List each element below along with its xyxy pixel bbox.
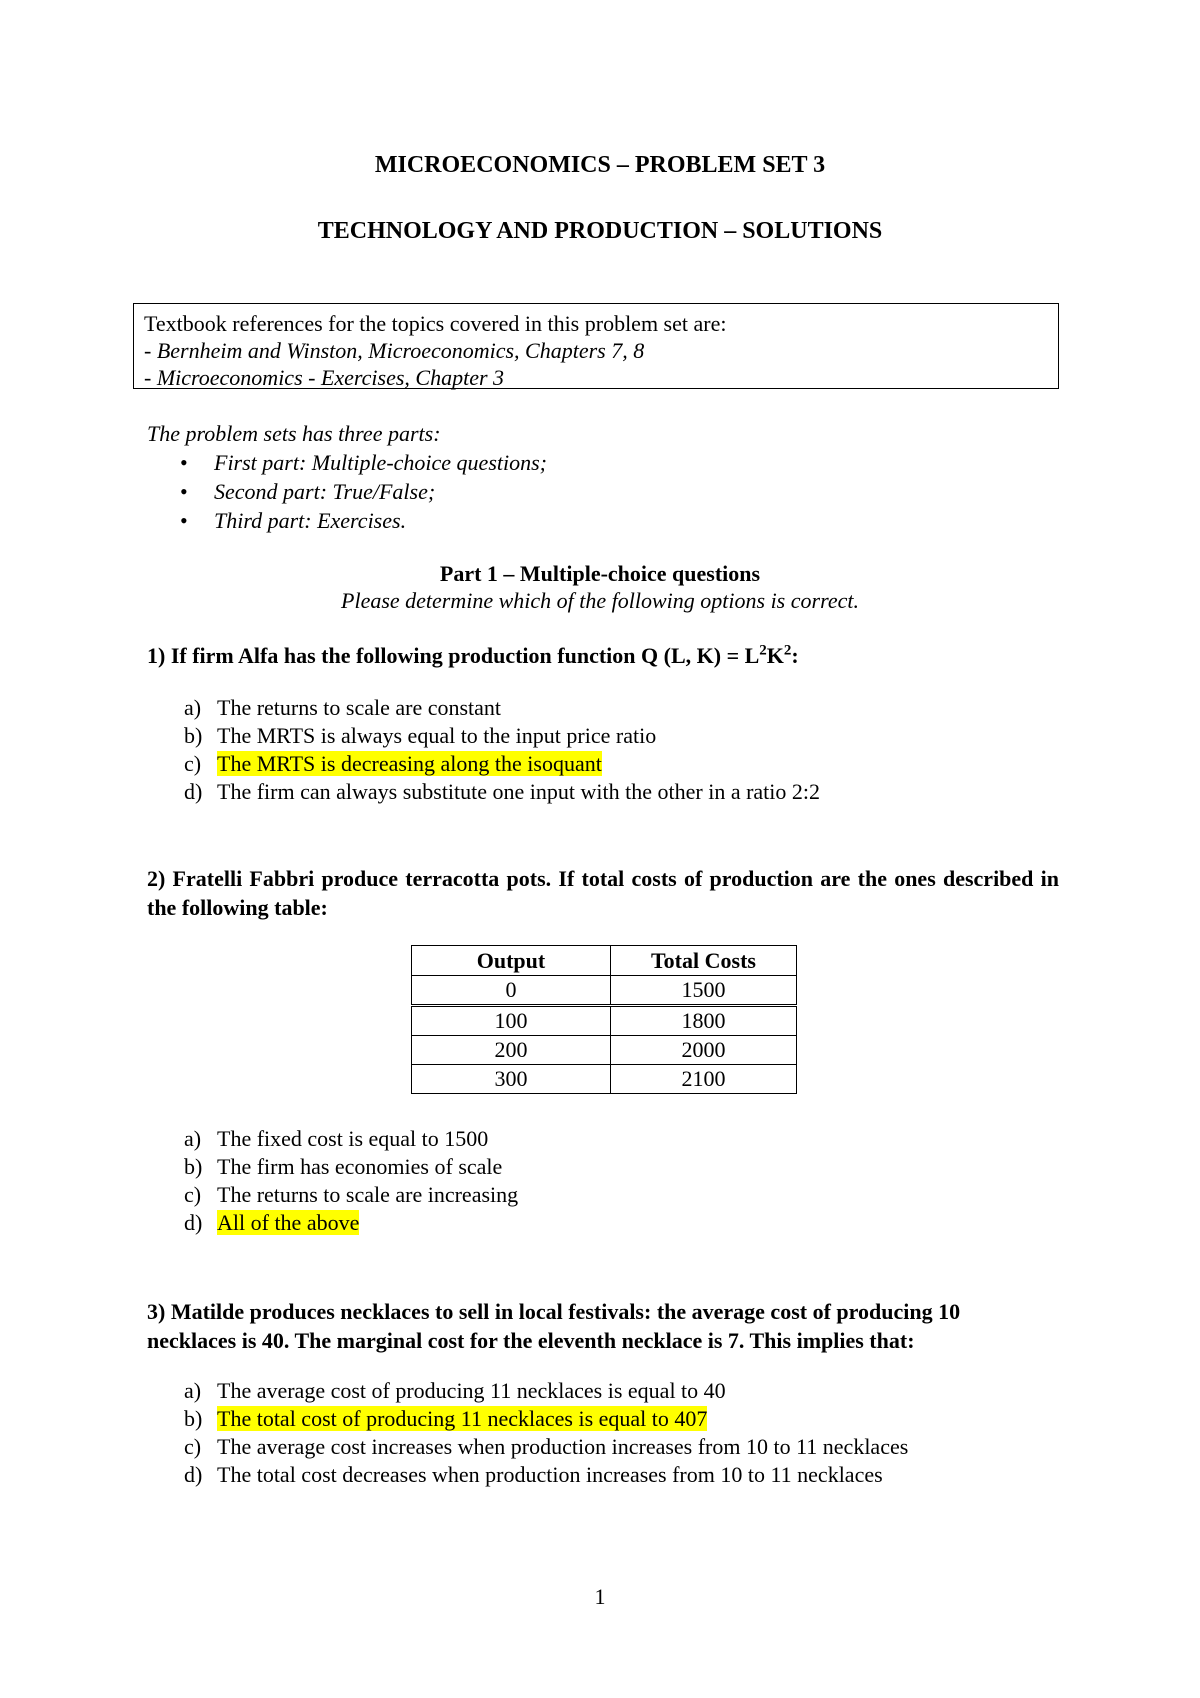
option-d: d) The firm can always substitute one input with the other in a ratio 2:2 xyxy=(184,779,821,804)
bullet-icon: • xyxy=(180,450,188,475)
question-2: 2) Fratelli Fabbri produce terracotta pots. If total costs of production are the ones described in the following table: xyxy=(147,866,1059,920)
option-c: c) The returns to scale are increasing xyxy=(184,1182,519,1207)
document-subtitle: TECHNOLOGY AND PRODUCTION – SOLUTIONS xyxy=(317,218,883,244)
table-cell: 2100 xyxy=(611,1065,797,1094)
table-row xyxy=(412,976,797,1006)
question-1: 1) If firm Alfa has the following production function Q (L, $K) = L^2K^2$: xyxy=(147,642,799,668)
correct-answer-highlight: The MRTS is decreasing along the isoquant xyxy=(217,751,602,776)
question-1-options xyxy=(184,694,820,806)
part-item-1: First part: Multiple-choice questions; xyxy=(214,450,547,475)
option-a: a) The average cost of producing 11 necklaces is equal to 40 xyxy=(184,1378,726,1403)
column-header-output: Output xyxy=(412,946,611,976)
list-item xyxy=(180,506,547,535)
part-item-2: Second part: True/False; xyxy=(214,479,436,504)
table-row xyxy=(412,1036,797,1065)
references-intro: Textbook references for the topics covered in this problem set are: xyxy=(144,311,727,336)
part1-instruction: Please determine which of the following options is correct. xyxy=(341,588,859,613)
references-box xyxy=(133,303,1059,389)
correct-answer-highlight: The total cost of producing 11 necklaces is equal to 407 xyxy=(217,1406,708,1431)
list-item xyxy=(180,477,547,506)
table-row xyxy=(412,1065,797,1094)
table-cell: 100 xyxy=(412,1006,611,1036)
option-d: d) The total cost decreases when production increases from 10 to 11 necklaces xyxy=(184,1462,883,1487)
table-row xyxy=(412,1006,797,1036)
question-3 xyxy=(147,1297,1059,1355)
parts-intro: The problem sets has three parts: xyxy=(147,421,441,446)
option-c: c) The average cost increases when production increases from 10 to 11 necklaces xyxy=(184,1434,909,1459)
part-item-3: Third part: Exercises. xyxy=(214,508,407,533)
column-header-total-costs: Total Costs xyxy=(611,946,797,976)
question-3-options xyxy=(184,1377,908,1489)
table-cell: 300 xyxy=(412,1065,611,1094)
option-b-correct: b) The total cost of producing 11 necklaces is equal to 407 xyxy=(184,1406,708,1431)
page-number: 1 xyxy=(594,1584,606,1609)
table-cell: 1800 xyxy=(611,1006,797,1036)
option-a: a) The returns to scale are constant xyxy=(184,695,502,720)
table-cell: 200 xyxy=(412,1036,611,1065)
document-title: MICROECONOMICS – PROBLEM SET 3 xyxy=(374,152,826,178)
parts-list xyxy=(180,448,547,535)
question-3-line-1: 3) Matilde produces necklaces to sell in local festivals: the average cost of producing 10 xyxy=(147,1299,961,1324)
option-b: b) The MRTS is always equal to the input price ratio xyxy=(184,723,657,748)
table-cell: 2000 xyxy=(611,1036,797,1065)
option-b: b) The firm has economies of scale xyxy=(184,1154,503,1179)
option-c-correct: c) The MRTS is decreasing along the isoquant xyxy=(184,751,602,776)
bullet-icon: • xyxy=(180,479,188,504)
table-cell: 1500 xyxy=(611,976,797,1006)
option-a: a) The fixed cost is equal to 1500 xyxy=(184,1126,489,1151)
list-item xyxy=(180,448,547,477)
question-2-options xyxy=(184,1125,518,1237)
costs-table xyxy=(411,945,797,1094)
table-cell: 0 xyxy=(412,976,611,1006)
part1-heading: Part 1 – Multiple-choice questions xyxy=(439,561,761,586)
reference-1: - Bernheim and Winston, Microeconomics, Chapters 7, 8 xyxy=(144,338,645,363)
option-d-correct: d) All of the above xyxy=(184,1210,360,1235)
bullet-icon: • xyxy=(180,508,188,533)
question-3-line-2: necklaces is 40. The marginal cost for the eleventh necklace is 7. This implies that: xyxy=(147,1328,915,1353)
reference-2: - Microeconomics - Exercises, Chapter 3 xyxy=(144,365,505,390)
table-header-row xyxy=(412,946,797,976)
correct-answer-highlight: All of the above xyxy=(217,1210,360,1235)
